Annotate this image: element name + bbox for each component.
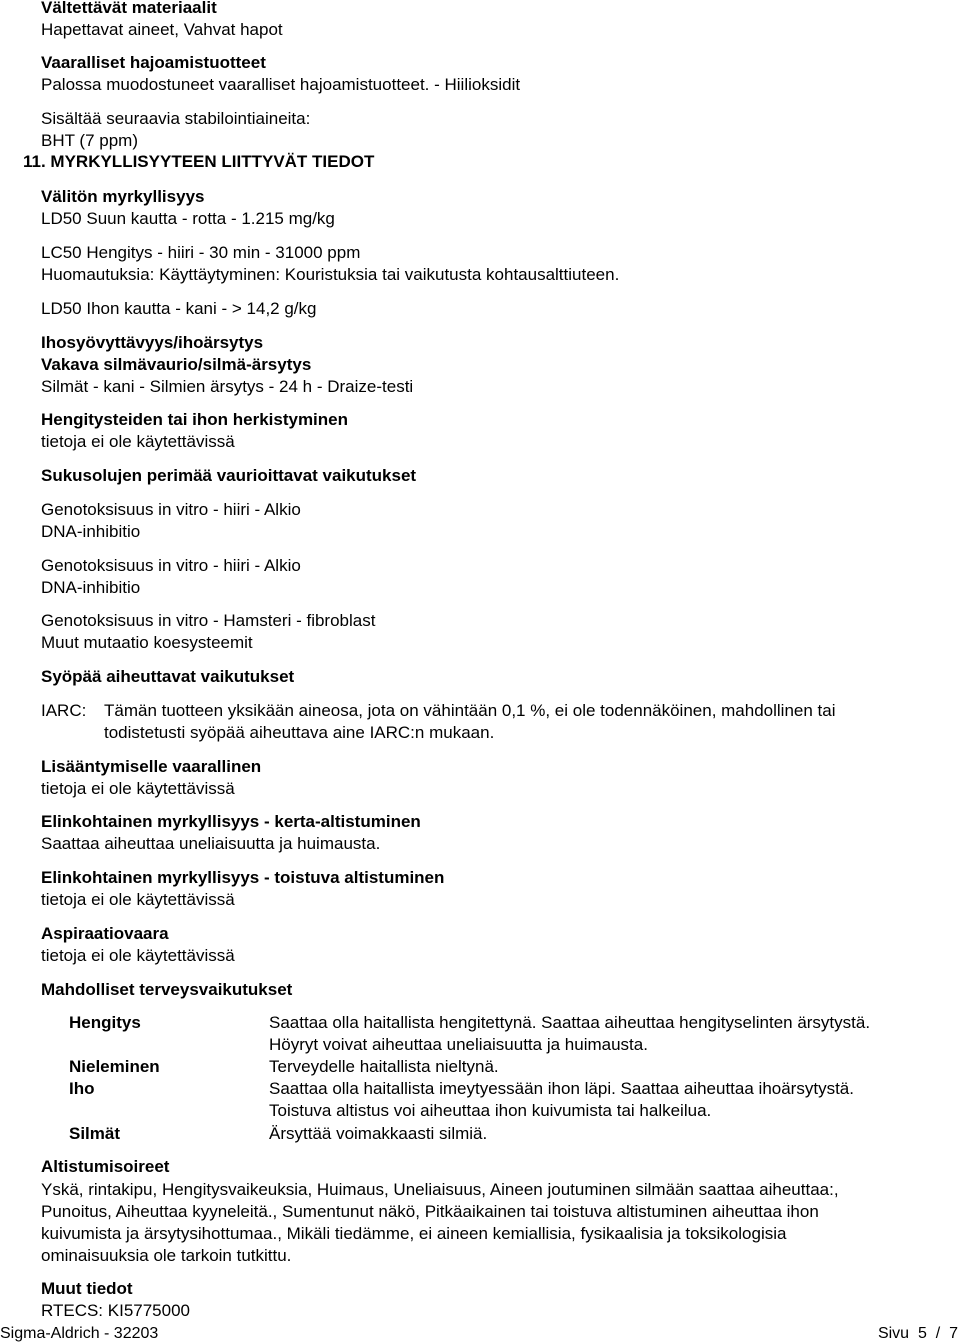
section-11-title: 11. MYRKYLLISYYTEEN LIITTYVÄT TIEDOT <box>23 152 375 171</box>
materials-to-avoid-text: Hapettavat aineet, Vahvat hapot <box>41 20 283 39</box>
mutagenicity-item-line2: Muut mutaatio koesysteemit <box>41 633 253 652</box>
iarc-label: IARC: <box>41 701 87 720</box>
mutagenicity-item-line1: Genotoksisuus in vitro - Hamsteri - fibroblast <box>41 611 376 630</box>
health-effect-label-inhalation: Hengitys <box>69 1013 141 1032</box>
stot-repeated-heading: Elinkohtainen myrkyllisyys - toistuva altistuminen <box>41 868 445 887</box>
other-info-heading: Muut tiedot <box>41 1279 133 1298</box>
symptoms-heading: Altistumisoireet <box>41 1157 170 1176</box>
aspiration-heading: Aspiraatiovaara <box>41 924 169 943</box>
sensitisation-text: tietoja ei ole käytettävissä <box>41 432 235 451</box>
symptoms-line: ominaisuuksia ole tarkoin tutkittu. <box>41 1246 292 1265</box>
footer-page-sep: / <box>935 1325 941 1342</box>
health-effect-text: Toistuva altistus voi aiheuttaa ihon kuivumista tai halkeilua. <box>269 1101 712 1120</box>
iarc-text-line1: Tämän tuotteen yksikään aineosa, jota on vähintään 0,1 %, ei ole todennäköinen, mahdollinen tai <box>104 701 836 720</box>
health-effect-text: Saattaa olla haitallista hengitettynä. Saattaa aiheuttaa hengityselinten ärsytystä. <box>269 1013 871 1032</box>
health-effects-heading: Mahdolliset terveysvaikutukset <box>41 980 293 999</box>
footer-page-number <box>878 1324 958 1344</box>
mutagenicity-item-line2: DNA-inhibitio <box>41 578 141 597</box>
lc50-inhalation: LC50 Hengitys - hiiri - 30 min - 31000 ppm <box>41 243 361 262</box>
stot-single-heading: Elinkohtainen myrkyllisyys - kerta-altistuminen <box>41 812 421 831</box>
materials-to-avoid-heading: Vältettävät materiaalit <box>41 0 217 17</box>
footer-company: Sigma-Aldrich - 32203 <box>0 1325 159 1342</box>
eye-damage-heading: Vakava silmävaurio/silmä-ärsytys <box>41 355 312 374</box>
carcinogenicity-heading: Syöpää aiheuttavat vaikutukset <box>41 667 295 686</box>
stabilizers-label: Sisältää seuraavia stabilointiaineita: <box>41 109 311 128</box>
eye-damage-text: Silmät - kani - Silmien ärsytys - 24 h - Draize-testi <box>41 377 414 396</box>
ld50-oral: LD50 Suun kautta - rotta - 1.215 mg/kg <box>41 209 335 228</box>
symptoms-line: Punoitus, Aiheuttaa kyyneleitä., Sumentunut näkö, Pitkäaikainen tai toistuva altistuminen aiheuttaa ihon <box>41 1202 819 1221</box>
stot-single-text: Saattaa aiheuttaa uneliaisuutta ja huimausta. <box>41 834 381 853</box>
footer-page-current: 5 <box>917 1325 927 1342</box>
mutagenicity-item-line2: DNA-inhibitio <box>41 522 141 541</box>
footer-page-label: Sivu <box>877 1325 910 1342</box>
health-effect-label-eyes: Silmät <box>69 1124 121 1143</box>
stot-repeated-text: tietoja ei ole käytettävissä <box>41 890 235 909</box>
aspiration-text: tietoja ei ole käytettävissä <box>41 946 235 965</box>
health-effect-label-ingestion: Nieleminen <box>69 1057 160 1076</box>
rtecs-number: RTECS: KI5775000 <box>41 1301 190 1320</box>
acute-toxicity-remarks: Huomautuksia: Käyttäytyminen: Kouristuksia tai vaikutusta kohtausalttiuteen. <box>41 265 620 284</box>
hazardous-decomposition-text: Palossa muodostuneet vaaralliset hajoamistuotteet. - Hiilioksidit <box>41 75 521 94</box>
health-effect-text: Terveydelle haitallista nieltynä. <box>269 1057 499 1076</box>
reproductive-heading: Lisääntymiselle vaarallinen <box>41 757 262 776</box>
health-effect-label-skin: Iho <box>69 1079 95 1098</box>
mutagenicity-item-line1: Genotoksisuus in vitro - hiiri - Alkio <box>41 500 301 519</box>
mutagenicity-heading: Sukusolujen perimää vaurioittavat vaikutukset <box>41 466 417 485</box>
symptoms-line: Yskä, rintakipu, Hengitysvaikeuksia, Huimaus, Uneliaisuus, Aineen joutuminen silmään saattaa aiheuttaa:, <box>41 1180 839 1199</box>
footer-page-total: 7 <box>949 1325 958 1342</box>
iarc-text-line2: todistetusti syöpää aiheuttava aine IARC:n mukaan. <box>104 723 495 742</box>
health-effect-text: Höyryt voivat aiheuttaa uneliaisuutta ja huimausta. <box>269 1035 648 1054</box>
ld50-dermal: LD50 Ihon kautta - kani - > 14,2 g/kg <box>41 299 317 318</box>
acute-toxicity-heading: Välitön myrkyllisyys <box>41 187 205 206</box>
hazardous-decomposition-heading: Vaaralliset hajoamistuotteet <box>41 53 266 72</box>
health-effect-text: Saattaa olla haitallista imeytyessään ihon läpi. Saattaa aiheuttaa ihoärsytystä. <box>269 1079 854 1098</box>
stabilizers-value: BHT (7 ppm) <box>41 131 138 150</box>
mutagenicity-item-line1: Genotoksisuus in vitro - hiiri - Alkio <box>41 556 301 575</box>
skin-corrosion-heading: Ihosyövyttävyys/ihoärsytys <box>41 333 264 352</box>
reproductive-text: tietoja ei ole käytettävissä <box>41 779 235 798</box>
symptoms-line: kuivumista ja ärsytysihottumaa., Mikäli tiedämme, ei aineen kemiallisia, fysikaalisia ja toksikologisia <box>41 1224 787 1243</box>
health-effect-text: Ärsyttää voimakkaasti silmiä. <box>269 1124 488 1143</box>
sensitisation-heading: Hengitysteiden tai ihon herkistyminen <box>41 410 349 429</box>
